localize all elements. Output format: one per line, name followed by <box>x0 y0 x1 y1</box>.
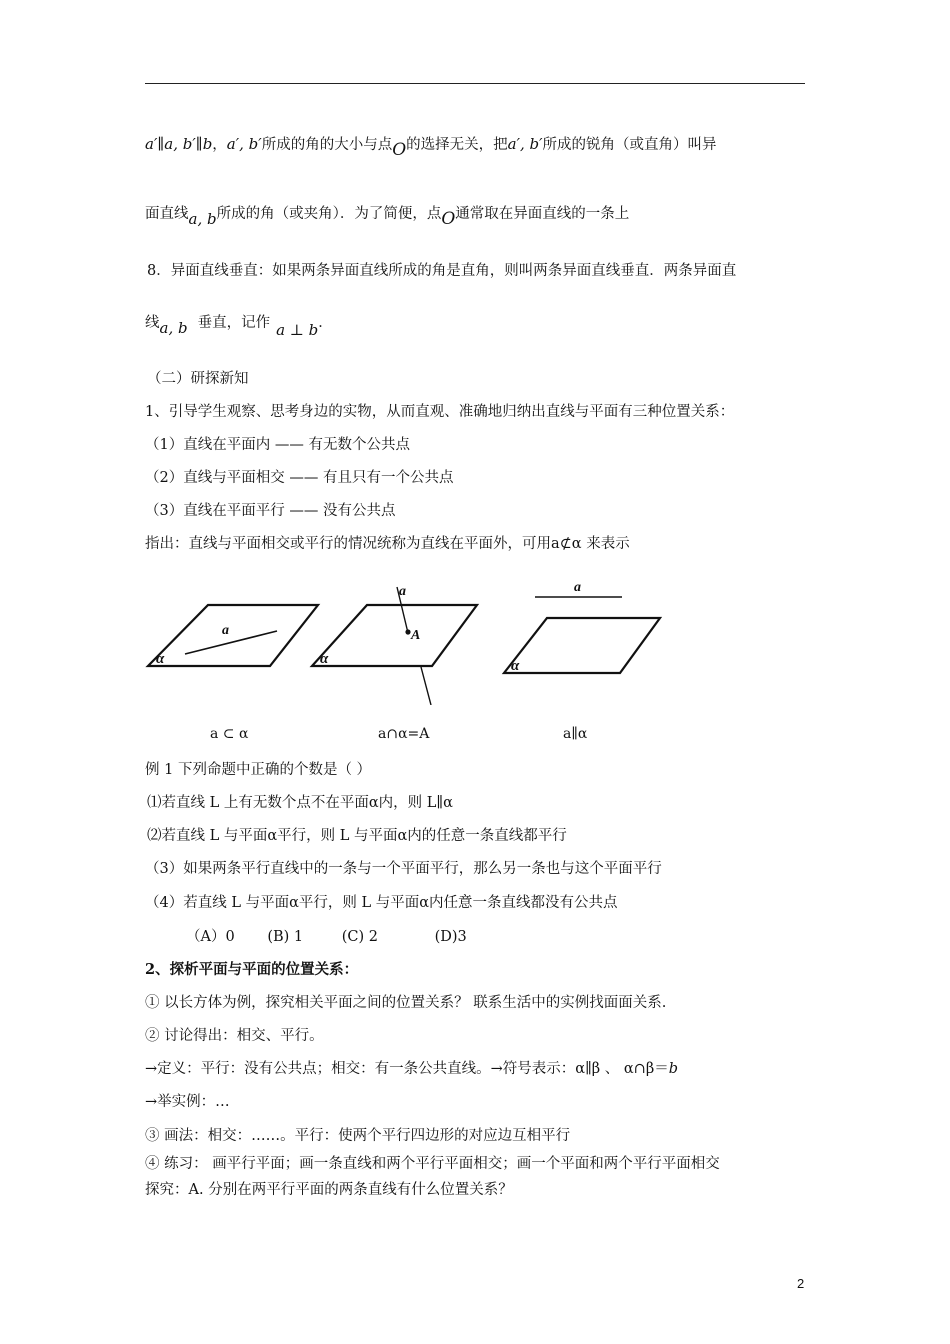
list-item: ⑴若直线 L 上有无数个点不在平面α内，则 L∥α <box>147 795 453 811</box>
header-rule <box>145 83 805 84</box>
line-a-intersect-lower <box>421 667 431 705</box>
label-alpha: α <box>511 658 520 674</box>
section-title-plane-relations: 2、探析平面与平面的位置关系： <box>145 961 359 978</box>
label-alpha: α <box>320 651 329 667</box>
paragraph-step: ② 讨论得出：相交、平行。 <box>145 1028 324 1044</box>
paragraph-explore: 探究：A. 分别在两平行平面的两条直线有什么位置关系？ <box>145 1182 513 1198</box>
option-a: （A）0 <box>186 929 235 945</box>
paragraph-step: ③ 画法：相交：……。平行：使两个平行四边形的对应边互相平行 <box>145 1128 571 1144</box>
plane-parallelogram-1 <box>148 605 318 666</box>
list-item: （2）直线与平面相交 —— 有且只有一个公共点 <box>145 470 454 486</box>
caption-subset: a ⊂ α <box>210 726 249 742</box>
list-item: （3）如果两条平行直线中的一条与一个平面平行，那么另一条也与这个平面平行 <box>145 861 662 877</box>
label-point-a: A <box>411 628 421 643</box>
label-a: a <box>399 584 406 599</box>
paragraph-perpendicular: 8．异面直线垂直：如果两条异面直线所成的角是直角，则叫两条异面直线垂直．两条异面直 <box>147 263 737 279</box>
paragraph-intro: 1、引导学生观察、思考身边的实物，从而直观、准确地归纳出直线与平面有三种位置关系： <box>145 404 735 420</box>
line-plane-figure <box>140 575 680 705</box>
option-c: (C) 2 <box>341 929 378 945</box>
list-item: （1）直线在平面内 —— 有无数个公共点 <box>145 437 410 453</box>
list-item: ⑵若直线 L 与平面α平行，则 L 与平面α内的任意一条直线都平行 <box>147 828 567 844</box>
label-a: a <box>222 623 229 638</box>
paragraph-step: ① 以长方体为例，探究相关平面之间的位置关系？ 联系生活中的实例找面面关系. <box>145 995 667 1011</box>
paragraph-example: →举实例：… <box>145 1094 230 1110</box>
math-ab-prime: a′, b′ <box>226 135 262 153</box>
point-o-2: O <box>441 209 456 229</box>
math-parallel-condition: a′∥a, b′∥b <box>145 135 213 153</box>
point-o: O <box>392 140 407 160</box>
math-ab: a, b <box>188 210 217 228</box>
paragraph-angle-definition: a′∥a, b′∥b，a′, b′所成的角的大小与点O的选择无关，把a′, b′所成的锐角（或直角）叫异 <box>145 135 717 160</box>
math-a-perp-b: a ⊥ b <box>276 321 319 339</box>
list-item: （4）若直线 L 与平面α平行，则 L 与平面α内任意一条直线都没有公共点 <box>145 895 618 911</box>
paragraph-note: 指出：直线与平面相交或平行的情况统称为直线在平面外，可用a⊄α 来表示 <box>145 536 630 552</box>
paragraph-perpendicular-notation: 线a, b 垂直，记作 a ⊥ b． <box>145 315 333 339</box>
line-a-in-plane <box>185 631 277 654</box>
page-number: 2 <box>797 1276 805 1291</box>
option-b: (B) 1 <box>267 929 304 945</box>
answer-options <box>186 927 467 947</box>
section-title-new-knowledge: （二）研探新知 <box>147 371 249 387</box>
math-ab-2: a, b <box>159 319 188 337</box>
math-ab-prime-2: a′, b′ <box>507 135 543 153</box>
paragraph-skew-angle: 面直线a, b所成的角（或夹角）．为了简便，点O通常取在异面直线的一条上 <box>145 206 630 229</box>
plane-parallelogram-2 <box>312 605 477 666</box>
point-a-dot <box>405 629 410 634</box>
example-title: 例 1 下列命题中正确的个数是（ ） <box>145 762 372 778</box>
caption-parallel: a∥α <box>563 726 588 742</box>
label-alpha: α <box>156 651 165 667</box>
paragraph-definition: →定义：平行：没有公共点；相交：有一条公共直线。→符号表示：α∥β 、 α∩β＝b <box>145 1061 679 1077</box>
list-item: （3）直线在平面平行 —— 没有公共点 <box>145 503 396 519</box>
label-a: a <box>574 580 581 595</box>
paragraph-practice: ④ 练习： 画平行平面；画一条直线和两个平行平面相交；画一个平面和两个平行平面相交 <box>145 1156 720 1172</box>
caption-intersection: a∩α=A <box>378 726 430 742</box>
plane-parallelogram-3 <box>504 618 660 673</box>
option-d: (D)3 <box>434 929 467 945</box>
